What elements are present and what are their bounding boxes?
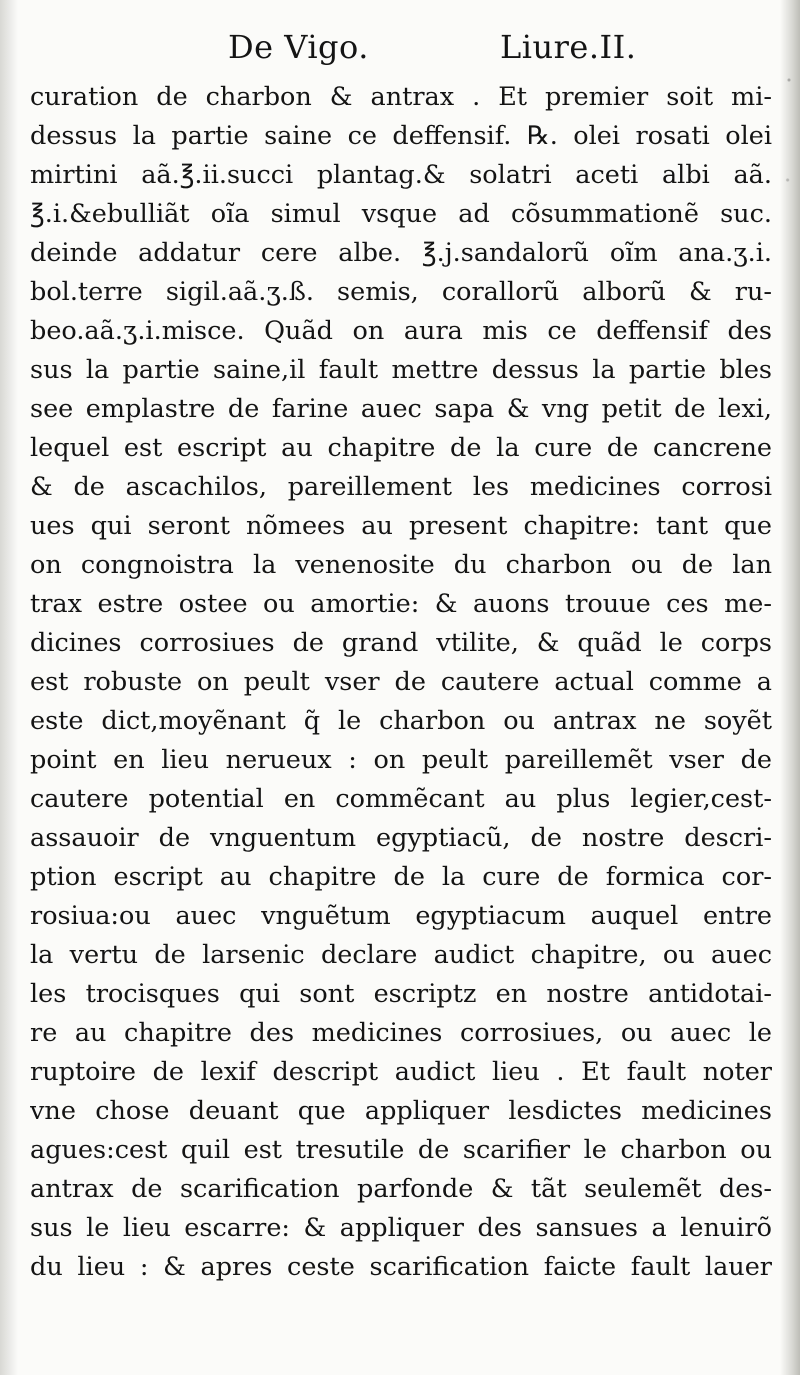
text-line: ption escript au chapitre de la cure de formica cor- [30, 862, 772, 892]
text-line: du lieu : & apres ceste scarification faicte fault lauer [30, 1252, 772, 1282]
gutter-shadow [0, 0, 18, 1375]
text-line: deinde addatur cere albe. ℥.j.sandalorũ oĩm ana.ʒ.i. [30, 238, 772, 268]
text-line: vne chose deuant que appliquer lesdictes medicines [30, 1096, 772, 1126]
text-line: see emplastre de farine auec sapa & vng petit de lexi, [30, 394, 772, 424]
text-line: trax estre ostee ou amortie: & auons trouue ces me- [30, 589, 772, 619]
running-head-book: Liure.II. [500, 28, 637, 66]
text-line: & de ascachilos, pareillement les medicines corrosi [30, 472, 772, 502]
text-line: est robuste on peult vser de cautere actual comme a [30, 667, 772, 697]
running-head [0, 22, 800, 72]
body-text [30, 78, 772, 1287]
text-line: este dict,moyẽnant q̃ le charbon ou antrax ne soyẽt [30, 706, 772, 736]
text-line: les trocisques qui sont escriptz en nostre antidotai- [30, 979, 772, 1009]
text-line: la vertu de larsenic declare audict chapitre, ou auec [30, 940, 772, 970]
text-line: beo.aã.ʒ.i.misce. Quãd on aura mis ce deffensif des [30, 316, 772, 346]
text-line: antrax de scarification parfonde & tãt seulemẽt des- [30, 1174, 772, 1204]
text-line: bol.terre sigil.aã.ʒ.ß. semis, corallorũ alborũ & ru- [30, 277, 772, 307]
text-line: cautere potential en commẽcant au plus legier,cest- [30, 784, 772, 814]
text-line: assauoir de vnguentum egyptiacũ, de nostre descri- [30, 823, 772, 853]
text-line: sus le lieu escarre: & appliquer des sansues a lenuirõ [30, 1213, 772, 1243]
text-line: lequel est escript au chapitre de la cure de cancrene [30, 433, 772, 463]
text-line: sus la partie saine,il fault mettre dessus la partie bles [30, 355, 772, 385]
text-line: ℥.i.&ebulliãt oĩa simul vsque ad cõsummationẽ suc. [30, 199, 772, 229]
text-line: mirtini aã.℥.ii.succi plantag.& solatri aceti albi aã. [30, 160, 772, 190]
text-line: dicines corrosiues de grand vtilite, & quãd le corps [30, 628, 772, 658]
text-line: rosiua:ou auec vnguẽtum egyptiacum auquel entre [30, 901, 772, 931]
text-line: dessus la partie saine ce deffensif. ℞. olei rosati olei [30, 121, 772, 151]
text-line: on congnoistra la venenosite du charbon ou de lan [30, 550, 772, 580]
running-head-author: De Vigo. [228, 28, 369, 66]
text-line: curation de charbon & antrax . Et premier soit mi- [30, 82, 772, 112]
text-line: ues qui seront nõmees au present chapitre: tant que [30, 511, 772, 541]
text-line: ruptoire de lexif descript audict lieu . Et fault noter [30, 1057, 772, 1087]
text-line: agues:cest quil est tresutile de scarifier le charbon ou [30, 1135, 772, 1165]
text-line: point en lieu nerueux : on peult pareillemẽt vser de [30, 745, 772, 775]
text-line: re au chapitre des medicines corrosiues, ou auec le [30, 1018, 772, 1048]
